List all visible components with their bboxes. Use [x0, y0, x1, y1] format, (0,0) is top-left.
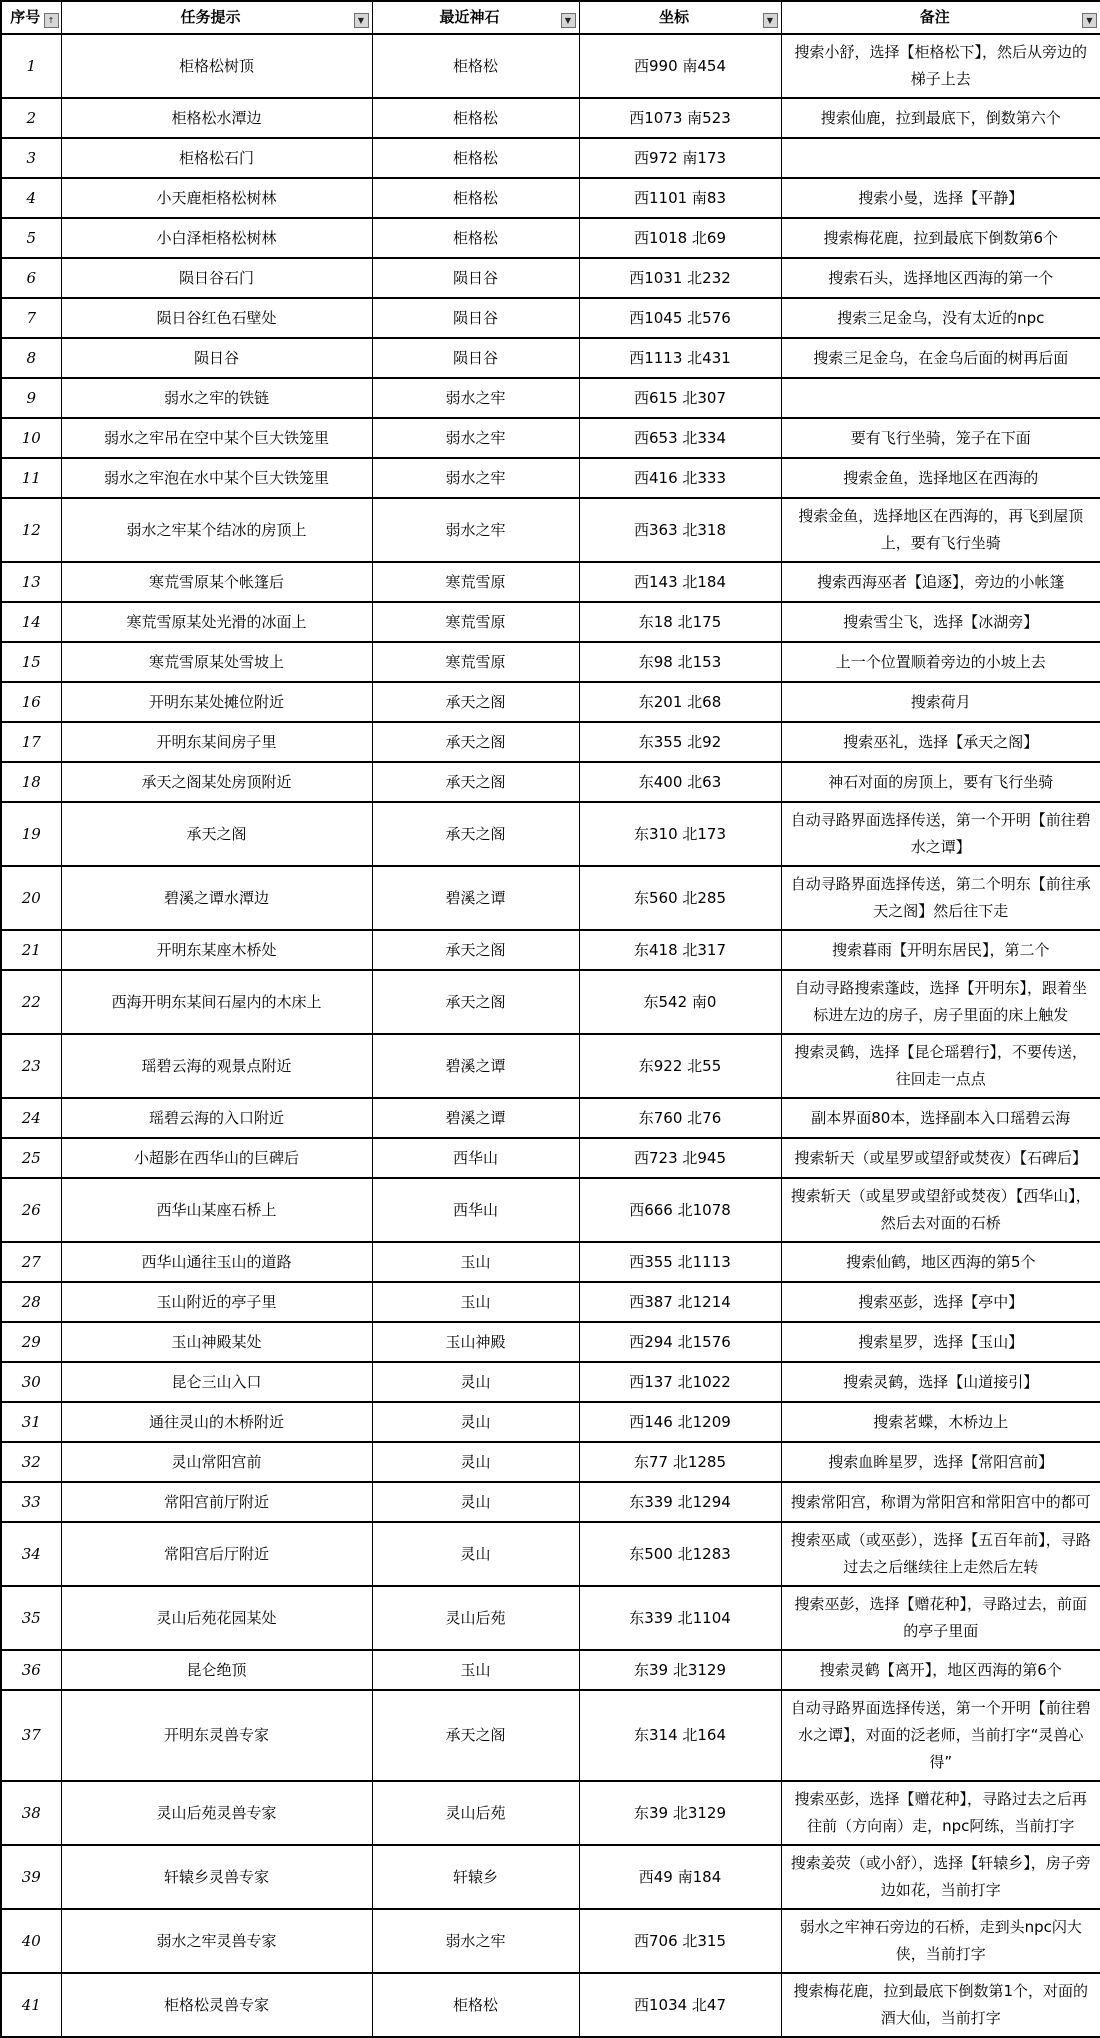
cell-coordinates[interactable]: 东39 北3129	[579, 1650, 781, 1690]
cell-coordinates[interactable]: 西1018 北69	[579, 218, 781, 258]
cell-coordinates[interactable]: 东400 北63	[579, 762, 781, 802]
cell-coordinates[interactable]: 东314 北164	[579, 1690, 781, 1781]
cell-task-hint[interactable]: 弱水之牢泡在水中某个巨大铁笼里	[61, 458, 372, 498]
cell-task-hint[interactable]: 西华山通往玉山的道路	[61, 1242, 372, 1282]
cell-nearest-stone[interactable]: 承天之阁	[372, 682, 579, 722]
cell-index[interactable]: 25	[1, 1138, 61, 1178]
cell-task-hint[interactable]: 承天之阁某处房顶附近	[61, 762, 372, 802]
cell-task-hint[interactable]: 西华山某座石桥上	[61, 1178, 372, 1242]
cell-index[interactable]: 19	[1, 802, 61, 866]
cell-note[interactable]: 搜索梅花鹿，拉到最底下倒数第6个	[781, 218, 1100, 258]
cell-nearest-stone[interactable]: 承天之阁	[372, 762, 579, 802]
cell-task-hint[interactable]: 弱水之牢吊在空中某个巨大铁笼里	[61, 418, 372, 458]
table-row	[1, 1482, 1100, 1522]
table-row	[1, 298, 1100, 338]
column-header-note-label: 备注	[919, 8, 950, 26]
cell-task-hint[interactable]: 昆仑绝顶	[61, 1650, 372, 1690]
cell-coordinates[interactable]: 东922 北55	[579, 1034, 781, 1098]
cell-index[interactable]: 34	[1, 1522, 61, 1586]
table-row	[1, 1402, 1100, 1442]
cell-index[interactable]: 30	[1, 1362, 61, 1402]
table-row	[1, 138, 1100, 178]
cell-note[interactable]: 搜索雪尘飞，选择【冰湖旁】	[781, 602, 1100, 642]
cell-nearest-stone[interactable]: 西华山	[372, 1178, 579, 1242]
cell-nearest-stone[interactable]: 柜格松	[372, 138, 579, 178]
table-row	[1, 802, 1100, 866]
cell-task-hint[interactable]: 玉山神殿某处	[61, 1322, 372, 1362]
cell-task-hint[interactable]: 柜格松水潭边	[61, 98, 372, 138]
cell-task-hint[interactable]: 常阳宫前厅附近	[61, 1482, 372, 1522]
cell-index[interactable]: 27	[1, 1242, 61, 1282]
cell-coordinates[interactable]: 西706 北315	[579, 1909, 781, 1973]
column-header-index-label: 序号	[10, 8, 41, 26]
cell-note[interactable]: 搜索常阳宫，称谓为常阳宫和常阳宫中的都可	[781, 1482, 1100, 1522]
cell-task-hint[interactable]: 陨日谷红色石壁处	[61, 298, 372, 338]
cell-index[interactable]: 11	[1, 458, 61, 498]
cell-index[interactable]: 36	[1, 1650, 61, 1690]
cell-index[interactable]: 13	[1, 562, 61, 602]
cell-nearest-stone[interactable]: 柜格松	[372, 34, 579, 98]
cell-task-hint[interactable]: 灵山后苑灵兽专家	[61, 1781, 372, 1845]
table-row	[1, 602, 1100, 642]
cell-nearest-stone[interactable]: 寒荒雪原	[372, 642, 579, 682]
table-row	[1, 1845, 1100, 1909]
cell-nearest-stone[interactable]: 柜格松	[372, 178, 579, 218]
cell-note[interactable]: 上一个位置顺着旁边的小坡上去	[781, 642, 1100, 682]
cell-index[interactable]: 37	[1, 1690, 61, 1781]
cell-coordinates[interactable]: 西387 北1214	[579, 1282, 781, 1322]
cell-task-hint[interactable]: 开明东某处摊位附近	[61, 682, 372, 722]
cell-coordinates[interactable]: 西1101 南83	[579, 178, 781, 218]
cell-coordinates[interactable]: 西146 北1209	[579, 1402, 781, 1442]
cell-coordinates[interactable]: 西1031 北232	[579, 258, 781, 298]
cell-note[interactable]: 搜索仙鹤，地区西海的第5个	[781, 1242, 1100, 1282]
cell-note[interactable]: 搜索斩天（或星罗或望舒或焚夜）【西华山】，然后去对面的石桥	[781, 1178, 1100, 1242]
table-row	[1, 762, 1100, 802]
cell-index[interactable]: 22	[1, 970, 61, 1034]
cell-task-hint[interactable]: 开明东某间房子里	[61, 722, 372, 762]
table-row	[1, 1034, 1100, 1098]
cell-note[interactable]: 搜索金鱼，选择地区在西海的，再飞到屋顶上，要有飞行坐骑	[781, 498, 1100, 562]
table-row	[1, 98, 1100, 138]
cell-index[interactable]: 16	[1, 682, 61, 722]
cell-index[interactable]: 41	[1, 1973, 61, 2037]
column-header-stone-label: 最近神石	[439, 8, 500, 26]
cell-note[interactable]: 搜索星罗，选择【玉山】	[781, 1322, 1100, 1362]
cell-note[interactable]: 搜索灵鹤，选择【山道接引】	[781, 1362, 1100, 1402]
cell-note[interactable]: 搜索三足金乌，没有太近的npc	[781, 298, 1100, 338]
cell-task-hint[interactable]: 玉山附近的亭子里	[61, 1282, 372, 1322]
cell-note[interactable]: 搜索巫彭，选择【亭中】	[781, 1282, 1100, 1322]
cell-note[interactable]: 弱水之牢神石旁边的石桥，走到头npc闪大侠，当前打字	[781, 1909, 1100, 1973]
cell-coordinates[interactable]: 东339 北1294	[579, 1482, 781, 1522]
column-header-task	[61, 1, 372, 34]
cell-coordinates[interactable]: 东77 北1285	[579, 1442, 781, 1482]
cell-nearest-stone[interactable]: 灵山后苑	[372, 1781, 579, 1845]
cell-task-hint[interactable]: 常阳宫后厅附近	[61, 1522, 372, 1586]
cell-note[interactable]: 自动寻路界面选择传送，第一个开明【前往碧水之谭】，对面的泛老师，当前打字“灵兽心得”	[781, 1690, 1100, 1781]
cell-nearest-stone[interactable]: 承天之阁	[372, 722, 579, 762]
cell-index[interactable]: 40	[1, 1909, 61, 1973]
cell-nearest-stone[interactable]: 陨日谷	[372, 258, 579, 298]
cell-task-hint[interactable]: 陨日谷石门	[61, 258, 372, 298]
cell-note[interactable]: 自动寻路界面选择传送，第一个开明【前往碧水之谭】	[781, 802, 1100, 866]
cell-task-hint[interactable]: 寒荒雪原某处光滑的冰面上	[61, 602, 372, 642]
cell-coordinates[interactable]: 西143 北184	[579, 562, 781, 602]
cell-nearest-stone[interactable]: 灵山	[372, 1522, 579, 1586]
sort-ascending-filter-icon[interactable]: ↑	[44, 13, 59, 28]
cell-index[interactable]: 21	[1, 930, 61, 970]
cell-nearest-stone[interactable]: 弱水之牢	[372, 418, 579, 458]
cell-note[interactable]: 搜索茗蝶，木桥边上	[781, 1402, 1100, 1442]
cell-note[interactable]: 搜索灵鹤，选择【昆仑瑶碧行】，不要传送，往回走一点点	[781, 1034, 1100, 1098]
cell-note[interactable]	[781, 138, 1100, 178]
table-row	[1, 218, 1100, 258]
cell-task-hint[interactable]: 寒荒雪原某处雪坡上	[61, 642, 372, 682]
cell-task-hint[interactable]: 通往灵山的木桥附近	[61, 1402, 372, 1442]
cell-task-hint[interactable]: 柜格松树顶	[61, 34, 372, 98]
cell-task-hint[interactable]: 弱水之牢灵兽专家	[61, 1909, 372, 1973]
cell-note[interactable]: 要有飞行坐骑，笼子在下面	[781, 418, 1100, 458]
cell-task-hint[interactable]: 小白泽柜格松树林	[61, 218, 372, 258]
cell-coordinates[interactable]: 西972 南173	[579, 138, 781, 178]
cell-note[interactable]: 搜索三足金乌，在金乌后面的树再后面	[781, 338, 1100, 378]
cell-note[interactable]: 搜索荷月	[781, 682, 1100, 722]
cell-coordinates[interactable]: 西416 北333	[579, 458, 781, 498]
cell-note[interactable]: 搜索血眸星罗，选择【常阳宫前】	[781, 1442, 1100, 1482]
cell-note[interactable]: 搜索金鱼，选择地区在西海的	[781, 458, 1100, 498]
cell-nearest-stone[interactable]: 灵山	[372, 1442, 579, 1482]
table-row	[1, 178, 1100, 218]
cell-nearest-stone[interactable]: 碧溪之谭	[372, 866, 579, 930]
cell-task-hint[interactable]: 灵山后苑花园某处	[61, 1586, 372, 1650]
cell-task-hint[interactable]: 灵山常阳宫前	[61, 1442, 372, 1482]
cell-nearest-stone[interactable]: 西华山	[372, 1138, 579, 1178]
cell-index[interactable]: 5	[1, 218, 61, 258]
cell-nearest-stone[interactable]: 陨日谷	[372, 298, 579, 338]
cell-nearest-stone[interactable]: 碧溪之谭	[372, 1034, 579, 1098]
cell-index[interactable]: 31	[1, 1402, 61, 1442]
column-header-note	[781, 1, 1100, 34]
cell-task-hint[interactable]: 瑶碧云海的入口附近	[61, 1098, 372, 1138]
cell-index[interactable]: 14	[1, 602, 61, 642]
cell-note[interactable]: 搜索梅花鹿，拉到最底下倒数第1个，对面的酒大仙，当前打字	[781, 1973, 1100, 2037]
cell-nearest-stone[interactable]: 寒荒雪原	[372, 602, 579, 642]
column-header-coord	[579, 1, 781, 34]
table-row	[1, 642, 1100, 682]
column-header-coord-label: 坐标	[658, 8, 689, 26]
cell-nearest-stone[interactable]: 陨日谷	[372, 338, 579, 378]
cell-task-hint[interactable]: 轩辕乡灵兽专家	[61, 1845, 372, 1909]
cell-coordinates[interactable]: 东18 北175	[579, 602, 781, 642]
cell-note[interactable]: 搜索巫彭，选择【赠花种】，寻路过去，前面的亭子里面	[781, 1586, 1100, 1650]
cell-index[interactable]: 3	[1, 138, 61, 178]
cell-index[interactable]: 9	[1, 378, 61, 418]
cell-coordinates[interactable]: 东201 北68	[579, 682, 781, 722]
table-row	[1, 1973, 1100, 2037]
table-row	[1, 1442, 1100, 1482]
cell-coordinates[interactable]: 西1073 南523	[579, 98, 781, 138]
cell-nearest-stone[interactable]: 寒荒雪原	[372, 562, 579, 602]
cell-note[interactable]: 搜索暮雨【开明东居民】，第二个	[781, 930, 1100, 970]
cell-coordinates[interactable]: 东418 北317	[579, 930, 781, 970]
cell-index[interactable]: 24	[1, 1098, 61, 1138]
column-header-task-label: 任务提示	[180, 8, 241, 26]
cell-task-hint[interactable]: 弱水之牢某个结冰的房顶上	[61, 498, 372, 562]
cell-coordinates[interactable]: 东760 北76	[579, 1098, 781, 1138]
table-row	[1, 1781, 1100, 1845]
column-header-index	[1, 1, 61, 34]
table-row	[1, 1282, 1100, 1322]
table-row	[1, 866, 1100, 930]
cell-task-hint[interactable]: 承天之阁	[61, 802, 372, 866]
filter-dropdown-icon[interactable]: ▼	[354, 13, 369, 28]
cell-coordinates[interactable]: 西294 北1576	[579, 1322, 781, 1362]
cell-coordinates[interactable]: 东98 北153	[579, 642, 781, 682]
cell-task-hint[interactable]: 寒荒雪原某个帐篷后	[61, 562, 372, 602]
cell-coordinates[interactable]: 西615 北307	[579, 378, 781, 418]
table-row	[1, 338, 1100, 378]
cell-nearest-stone[interactable]: 柜格松	[372, 98, 579, 138]
table-row	[1, 682, 1100, 722]
table-body	[1, 34, 1100, 2037]
cell-coordinates[interactable]: 西49 南184	[579, 1845, 781, 1909]
table-row	[1, 562, 1100, 602]
cell-note[interactable]	[781, 378, 1100, 418]
cell-coordinates[interactable]: 东339 北1104	[579, 1586, 781, 1650]
table-row	[1, 1138, 1100, 1178]
cell-task-hint[interactable]: 柜格松灵兽专家	[61, 1973, 372, 2037]
cell-nearest-stone[interactable]: 灵山	[372, 1482, 579, 1522]
cell-coordinates[interactable]: 东355 北92	[579, 722, 781, 762]
cell-nearest-stone[interactable]: 弱水之牢	[372, 1909, 579, 1973]
cell-nearest-stone[interactable]: 玉山神殿	[372, 1322, 579, 1362]
cell-note[interactable]: 搜索灵鹤【离开】，地区西海的第6个	[781, 1650, 1100, 1690]
cell-nearest-stone[interactable]: 弱水之牢	[372, 378, 579, 418]
cell-nearest-stone[interactable]: 碧溪之谭	[372, 1098, 579, 1138]
table-row	[1, 498, 1100, 562]
cell-coordinates[interactable]: 西653 北334	[579, 418, 781, 458]
cell-nearest-stone[interactable]: 柜格松	[372, 218, 579, 258]
table-row	[1, 1909, 1100, 1973]
table-row	[1, 1650, 1100, 1690]
cell-note[interactable]: 搜索巫咸（或巫彭），选择【五百年前】，寻路过去之后继续往上走然后左转	[781, 1522, 1100, 1586]
table-row	[1, 1178, 1100, 1242]
table-row	[1, 34, 1100, 98]
filter-dropdown-icon[interactable]: ▼	[561, 13, 576, 28]
cell-index[interactable]: 20	[1, 866, 61, 930]
cell-index[interactable]: 2	[1, 98, 61, 138]
cell-index[interactable]: 17	[1, 722, 61, 762]
table-row	[1, 1522, 1100, 1586]
cell-task-hint[interactable]: 柜格松石门	[61, 138, 372, 178]
table-row	[1, 1098, 1100, 1138]
table-row	[1, 1322, 1100, 1362]
cell-nearest-stone[interactable]: 柜格松	[372, 1973, 579, 2037]
cell-index[interactable]: 15	[1, 642, 61, 682]
table-row	[1, 722, 1100, 762]
cell-note[interactable]: 自动寻路界面选择传送，第二个明东【前往承天之阁】然后往下走	[781, 866, 1100, 930]
cell-task-hint[interactable]: 瑶碧云海的观景点附近	[61, 1034, 372, 1098]
cell-coordinates[interactable]: 东560 北285	[579, 866, 781, 930]
cell-nearest-stone[interactable]: 弱水之牢	[372, 498, 579, 562]
cell-task-hint[interactable]: 西海开明东某间石屋内的木床上	[61, 970, 372, 1034]
cell-index[interactable]: 12	[1, 498, 61, 562]
cell-task-hint[interactable]: 弱水之牢的铁链	[61, 378, 372, 418]
cell-nearest-stone[interactable]: 承天之阁	[372, 802, 579, 866]
cell-note[interactable]: 搜索斩天（或星罗或望舒或焚夜）【石碑后】	[781, 1138, 1100, 1178]
filter-dropdown-icon[interactable]: ▼	[1082, 13, 1097, 28]
cell-nearest-stone[interactable]: 承天之阁	[372, 930, 579, 970]
cell-index[interactable]: 8	[1, 338, 61, 378]
cell-index[interactable]: 28	[1, 1282, 61, 1322]
cell-index[interactable]: 26	[1, 1178, 61, 1242]
cell-index[interactable]: 1	[1, 34, 61, 98]
table-row	[1, 970, 1100, 1034]
cell-note[interactable]: 搜索仙鹿，拉到最底下，倒数第六个	[781, 98, 1100, 138]
cell-task-hint[interactable]: 开明东某座木桥处	[61, 930, 372, 970]
cell-note[interactable]: 神石对面的房顶上，要有飞行坐骑	[781, 762, 1100, 802]
cell-index[interactable]: 7	[1, 298, 61, 338]
cell-index[interactable]: 23	[1, 1034, 61, 1098]
cell-coordinates[interactable]: 西1113 北431	[579, 338, 781, 378]
cell-index[interactable]: 32	[1, 1442, 61, 1482]
cell-note[interactable]: 搜索巫礼，选择【承天之阁】	[781, 722, 1100, 762]
cell-coordinates[interactable]: 东310 北173	[579, 802, 781, 866]
cell-coordinates[interactable]: 西990 南454	[579, 34, 781, 98]
cell-nearest-stone[interactable]: 玉山	[372, 1650, 579, 1690]
cell-nearest-stone[interactable]: 玉山	[372, 1242, 579, 1282]
table-row	[1, 930, 1100, 970]
cell-note[interactable]: 搜索西海巫者【追逐】，旁边的小帐篷	[781, 562, 1100, 602]
cell-coordinates[interactable]: 西137 北1022	[579, 1362, 781, 1402]
filter-dropdown-icon[interactable]: ▼	[763, 13, 778, 28]
cell-task-hint[interactable]: 小超影在西华山的巨碑后	[61, 1138, 372, 1178]
table-header	[1, 1, 1100, 34]
cell-coordinates[interactable]: 西363 北318	[579, 498, 781, 562]
table-row	[1, 1690, 1100, 1781]
cell-note[interactable]: 搜索小舒，选择【柜格松下】，然后从旁边的梯子上去	[781, 34, 1100, 98]
cell-coordinates[interactable]: 东500 北1283	[579, 1522, 781, 1586]
cell-index[interactable]: 6	[1, 258, 61, 298]
cell-note[interactable]: 自动寻路搜索蓬歧，选择【开明东】，跟着坐标进左边的房子，房子里面的床上触发	[781, 970, 1100, 1034]
cell-note[interactable]: 搜索姜荧（或小舒），选择【轩辕乡】，房子旁边如花，当前打字	[781, 1845, 1100, 1909]
table-row	[1, 458, 1100, 498]
cell-index[interactable]: 39	[1, 1845, 61, 1909]
cell-coordinates[interactable]: 西355 北1113	[579, 1242, 781, 1282]
table-row	[1, 1242, 1100, 1282]
table-row	[1, 1362, 1100, 1402]
cell-nearest-stone[interactable]: 灵山	[372, 1362, 579, 1402]
cell-index[interactable]: 10	[1, 418, 61, 458]
cell-task-hint[interactable]: 陨日谷	[61, 338, 372, 378]
cell-task-hint[interactable]: 小天鹿柜格松树林	[61, 178, 372, 218]
cell-nearest-stone[interactable]: 玉山	[372, 1282, 579, 1322]
cell-note[interactable]: 搜索石头，选择地区西海的第一个	[781, 258, 1100, 298]
cell-coordinates[interactable]: 西1045 北576	[579, 298, 781, 338]
cell-note[interactable]: 副本界面80本，选择副本入口瑶碧云海	[781, 1098, 1100, 1138]
cell-index[interactable]: 35	[1, 1586, 61, 1650]
cell-task-hint[interactable]: 碧溪之谭水潭边	[61, 866, 372, 930]
cell-coordinates[interactable]: 东542 南0	[579, 970, 781, 1034]
cell-nearest-stone[interactable]: 轩辕乡	[372, 1845, 579, 1909]
cell-coordinates[interactable]: 西1034 北47	[579, 1973, 781, 2037]
cell-task-hint[interactable]: 开明东灵兽专家	[61, 1690, 372, 1781]
cell-coordinates[interactable]: 东39 北3129	[579, 1781, 781, 1845]
cell-note[interactable]: 搜索巫彭，选择【赠花种】，寻路过去之后再往前（方向南）走，npc阿练，当前打字	[781, 1781, 1100, 1845]
cell-nearest-stone[interactable]: 灵山	[372, 1402, 579, 1442]
cell-nearest-stone[interactable]: 灵山后苑	[372, 1586, 579, 1650]
header-row	[1, 1, 1100, 34]
cell-nearest-stone[interactable]: 弱水之牢	[372, 458, 579, 498]
cell-index[interactable]: 29	[1, 1322, 61, 1362]
cell-coordinates[interactable]: 西666 北1078	[579, 1178, 781, 1242]
cell-note[interactable]: 搜索小曼，选择【平静】	[781, 178, 1100, 218]
cell-index[interactable]: 38	[1, 1781, 61, 1845]
cell-index[interactable]: 18	[1, 762, 61, 802]
cell-coordinates[interactable]: 西723 北945	[579, 1138, 781, 1178]
table-row	[1, 1586, 1100, 1650]
cell-task-hint[interactable]: 昆仑三山入口	[61, 1362, 372, 1402]
table-row	[1, 378, 1100, 418]
column-header-stone	[372, 1, 579, 34]
cell-index[interactable]: 33	[1, 1482, 61, 1522]
table-row	[1, 418, 1100, 458]
cell-nearest-stone[interactable]: 承天之阁	[372, 1690, 579, 1781]
cell-index[interactable]: 4	[1, 178, 61, 218]
cell-nearest-stone[interactable]: 承天之阁	[372, 970, 579, 1034]
table-row	[1, 258, 1100, 298]
